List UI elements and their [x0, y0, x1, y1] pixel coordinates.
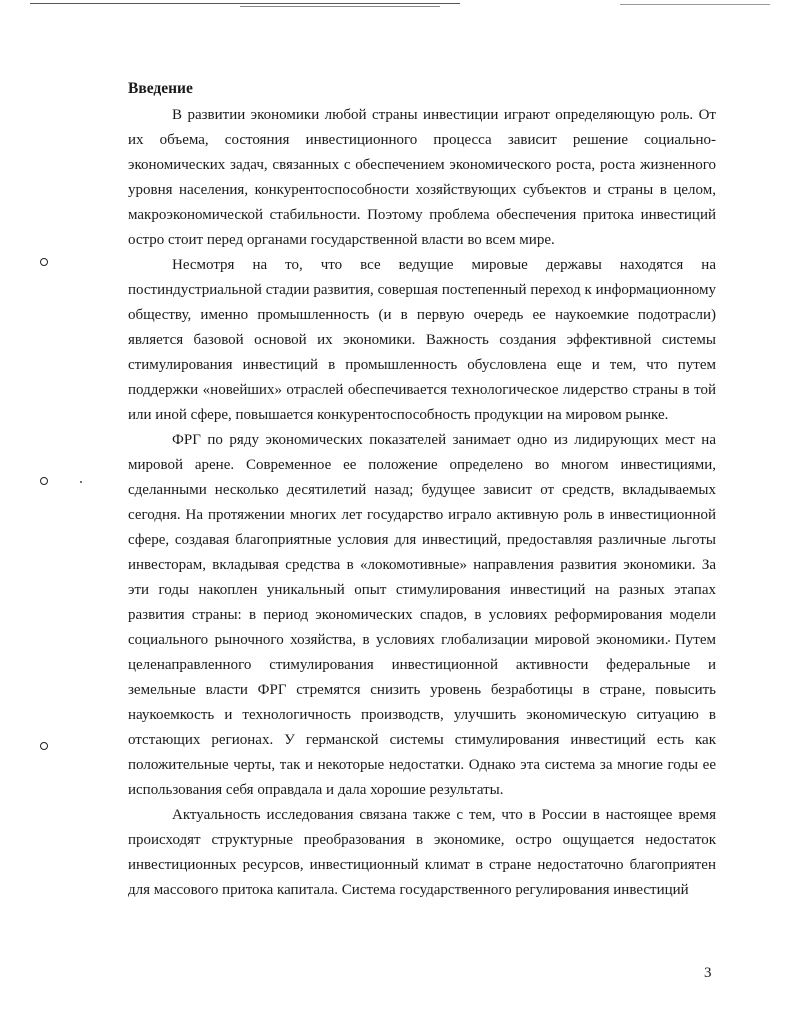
- paragraph: В развитии экономики любой страны инвестиции играют определяющую роль. От их объема, состояния инвестиционного процесса зависит решение социально-экономических задач, связанных с обеспечением экономического роста, роста жизненного уровня населения, конкурентоспособности хозяйствующих субъектов и страны в целом, макроэкономической стабильности. Поэтому проблема обеспечения притока инвестиций остро стоит перед органами государственной власти во всем мире.: [128, 107, 716, 248]
- paragraph: Несмотря на то, что все ведущие мировые державы находятся на постиндустриальной стадии развития, совершая постепенный переход к информационному обществу, именно промышленность (и в первую очередь ее наукоемкие подотрасли) является базовой основой их экономики. Важность создания эффективной системы стимулирования инвестиций в промышленность обусловлена еще и тем, что путем поддержки «новейших» отраслей обеспечивается технологическое лидерство страны в той или иной сфере, повышается конкурентоспособность продукции на мировом рынке.: [128, 257, 716, 423]
- binder-hole-mark: [40, 258, 48, 266]
- paragraph: Актуальность исследования связана также с тем, что в России в настоящее время происходят структурные преобразования в экономике, остро ощущается недостаток инвестиционных ресурсов, инвестиционный климат в стране недостаточно благоприятен для массового притока капитала. Система государственного регулирования инвестиций: [128, 807, 716, 898]
- scan-speck: [80, 481, 82, 483]
- scan-edge-artifact: [0, 0, 795, 10]
- binder-hole-mark: [40, 477, 48, 485]
- page-number: 3: [704, 965, 712, 981]
- paragraph: ФРГ по ряду экономических показателей занимает одно из лидирующих мест на мировой арене. Современное ее положение определено во многом инвестициями, сделанными несколько десятилетий назад; будущее зависит от средств, вкладываемых сегодня. На протяжении многих лет государство играло активную роль в инвестиционной сфере, создавая благоприятные условия для инвестиций, предоставляя различные льготы инвесторам, вкладывая средства в «локомотивные» направления развития экономики. За эти годы накоплен уникальный опыт стимулирования инвестиций на разных этапах развития страны: в период экономических спадов, в условиях реформирования модели социального рыночного хозяйства, в условиях глобализации мировой экономики. Путем целенаправленного стимулирования инвестиционной активности федеральные и земельные власти ФРГ стремятся снизить уровень безработицы в стране, повысить наукоемкость и технологичность производств, улучшить экономическую ситуацию в отстающих регионах. У германской системы стимулирования инвестиций есть как положительные черты, так и некоторые недостатки. Однако эта система за многие годы ее использования себя оправдала и дала хорошие результаты.: [128, 432, 716, 798]
- binder-hole-mark: [40, 742, 48, 750]
- section-heading: Введение: [128, 80, 193, 97]
- document-page: [128, 76, 716, 903]
